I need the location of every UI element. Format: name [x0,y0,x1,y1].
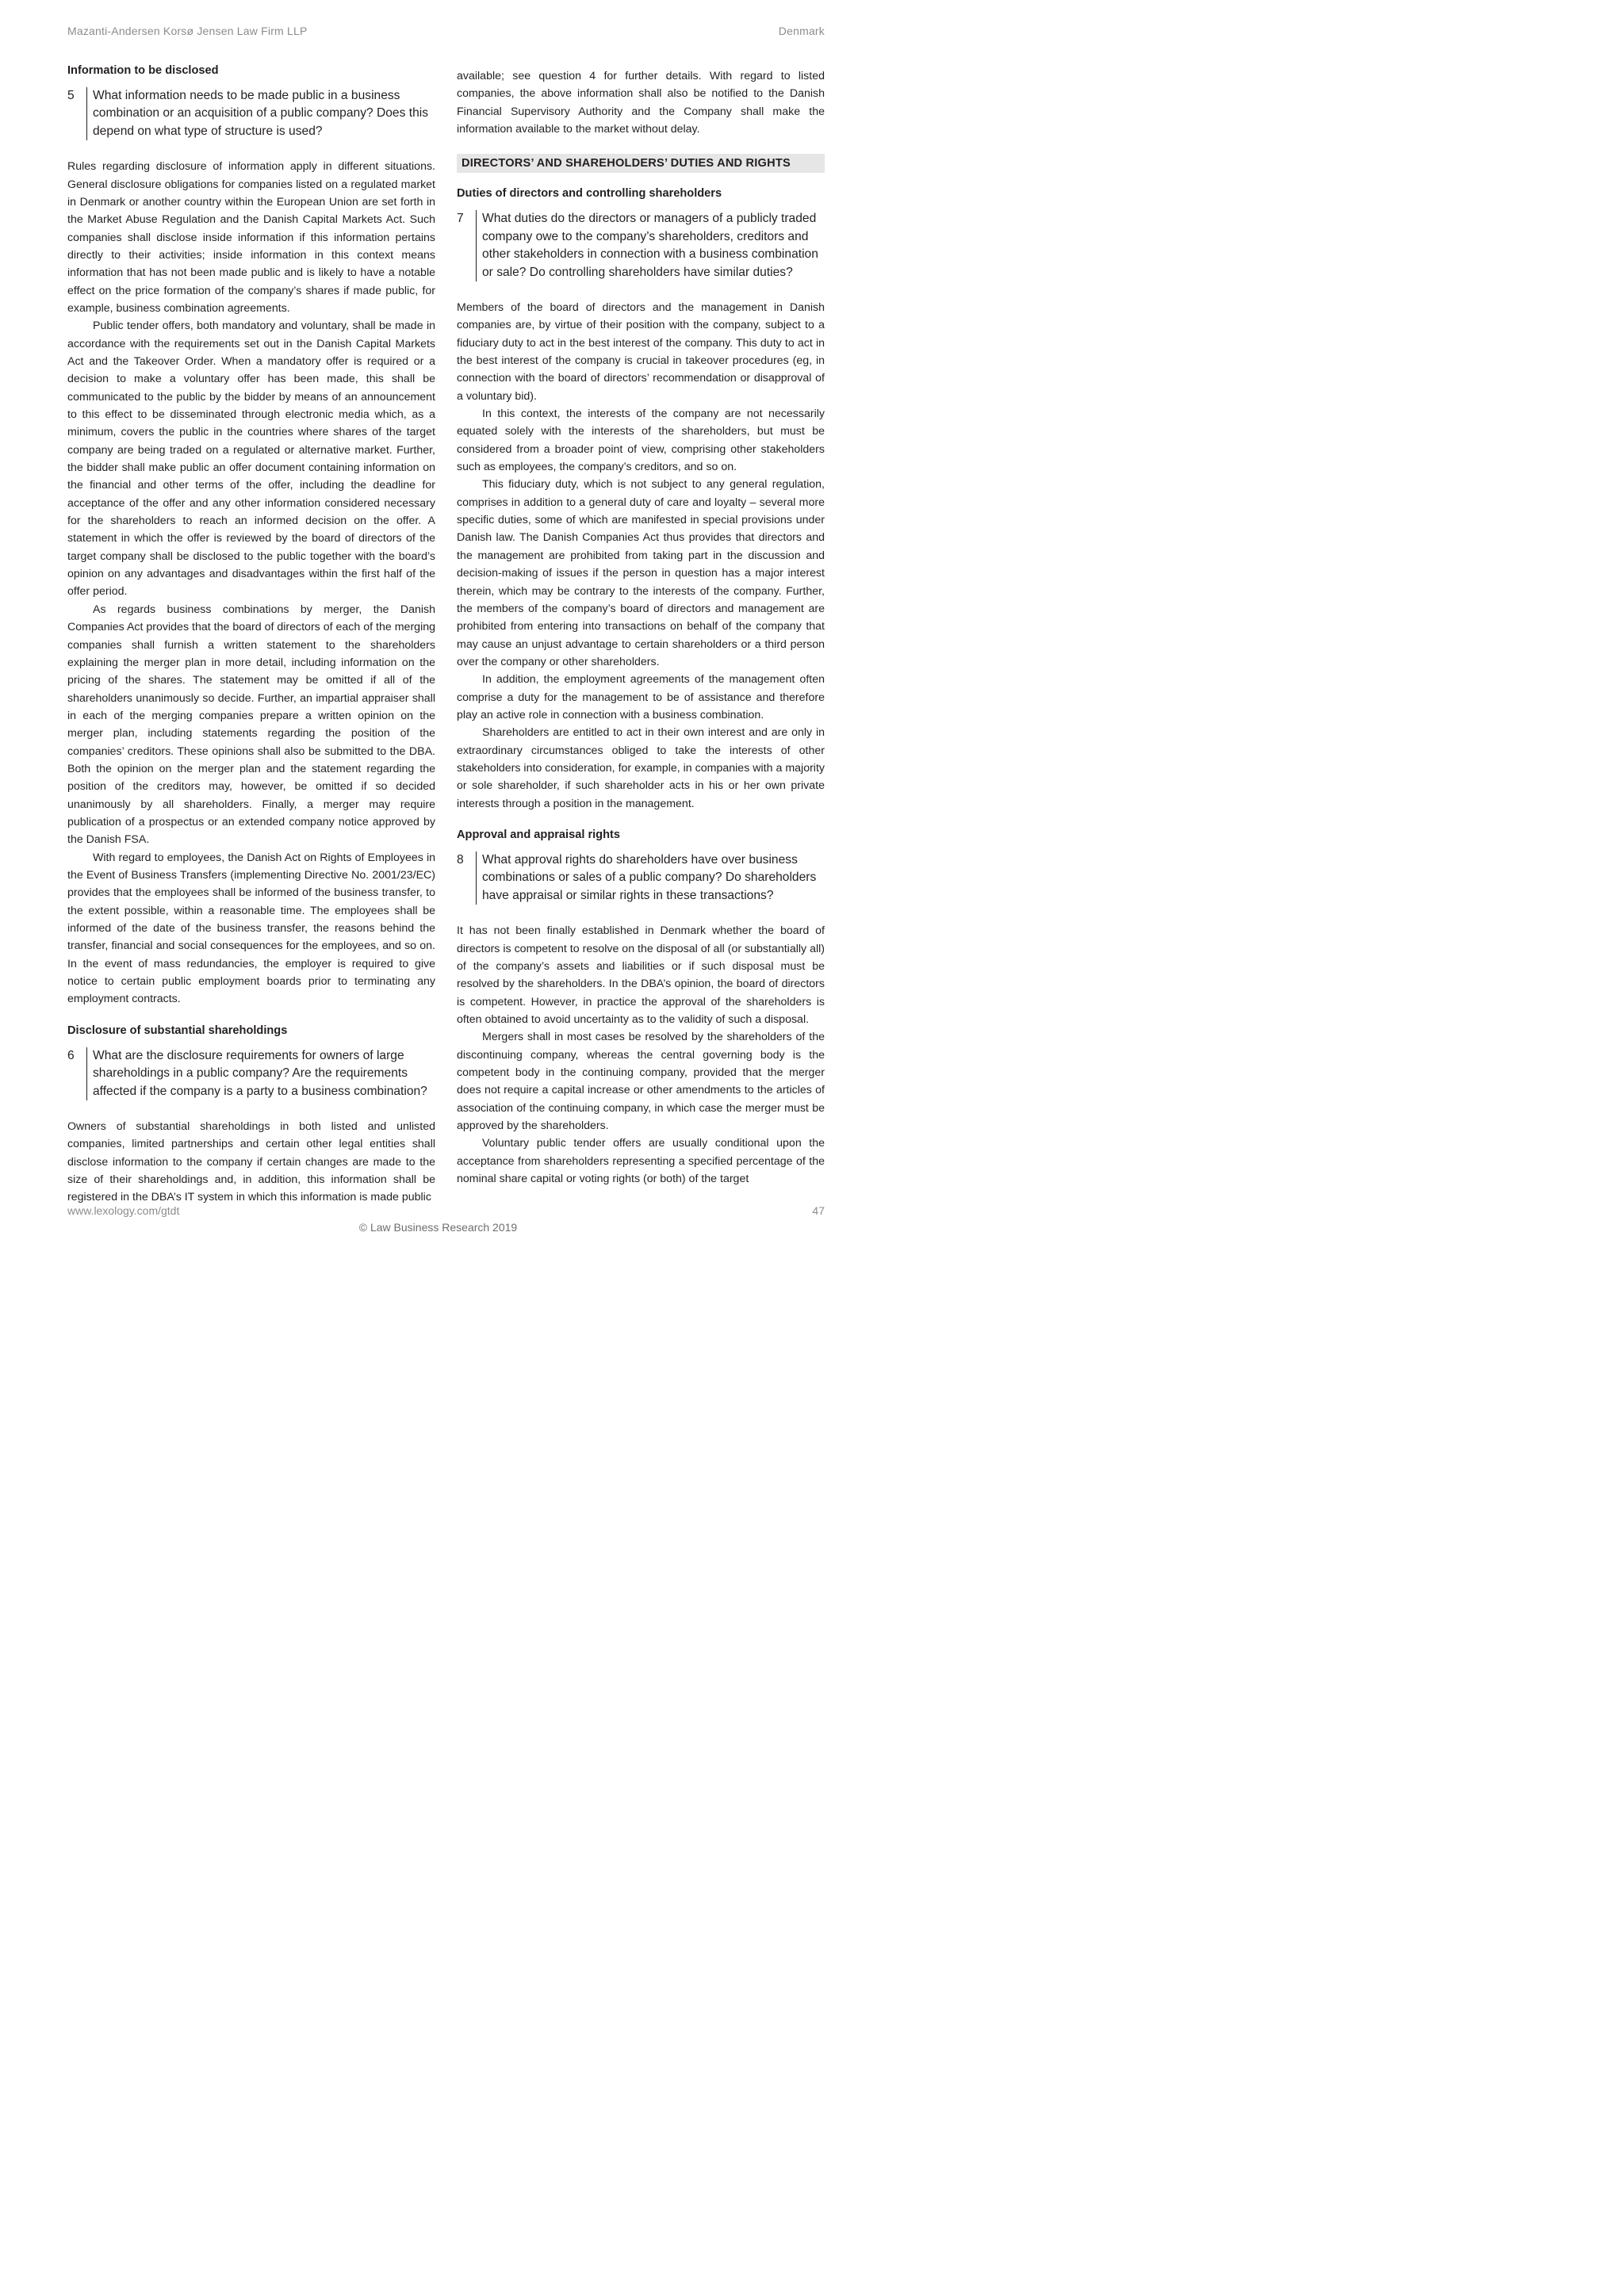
question-text: What information needs to be made public in a business combination or an acquisition of a public company? Does this depend on what type of structure is used? [86,87,435,140]
section-heading: DIRECTORS’ AND SHAREHOLDERS’ DUTIES AND RIGHTS [457,154,825,173]
subheading-approval: Approval and appraisal rights [457,828,620,841]
question-number: 6 [67,1048,75,1062]
question-6 [67,1047,435,1100]
subheading-duties: Duties of directors and controlling shareholders [457,187,722,201]
running-header-country: Denmark [778,25,825,37]
question-number: 5 [67,89,75,102]
question-text: What are the disclosure requirements for owners of large shareholdings in a public company? Are the requirements affected if the company is a party to a business combination? [86,1047,435,1100]
paragraph: Owners of substantial shareholdings in both listed and unlisted companies, limited partnerships and certain other legal entities shall disclose information to the company if certain changes are made to the size of their shareholdings and, in addition, this information shall be registered in the DBA’s IT system in which this information is made public [67,1119,435,1204]
question-number: 7 [457,212,464,226]
question-number: 8 [457,852,464,867]
left-column [67,62,435,1207]
running-header-firm: Mazanti-Andersen Korsø Jensen Law Firm LLP [67,25,308,37]
subheading-information-disclosed: Information to be disclosed [67,64,219,77]
subheading-substantial-shareholdings: Disclosure of substantial shareholdings [67,1024,288,1037]
question-8 [457,851,825,905]
question-text: What approval rights do shareholders have over business combinations or sales of a public company? Do shareholders have appraisal or similar rights in these transactions? [476,851,825,905]
page-number: 47 [812,1204,825,1217]
paragraph: This fiduciary duty, which is not subject to any general regulation, comprises in addition to a general duty of care and loyalty – several more specific duties, some of which are manifested in special provisions under Danish law. The Danish Companies Act thus provides that directors and the management are prohibited from taking part in the discussion and decision-making of issues if the person in question has a major interest therein, which may be contrary to the interests of the company. Further, the members of the company’s board of directors and management are prohibited from entering into transactions on behalf of the company that may cause an unjust advantage to certain shareholders or a third person over the company or other shareholders. [457,478,825,668]
paragraph: In addition, the employment agreements of the management often comprise a duty for the management to be of assistance and therefore play an active role in connection with a business combination. [457,673,825,721]
paragraph: In this context, the interests of the company are not necessarily equated solely with the interests of the shareholders, but must be considered from a broader point of view, comprising other stakeholders such as employees, the company’s creditors, and so on. [457,408,825,474]
paragraph: Members of the board of directors and the management in Danish companies are, by virtue of their position with the company, subject to a fiduciary duty to act in the best interest of the company. This duty to act in the best interest of the company is crucial in takeover procedures (eg, in connection with the board of directors’ recommendation or disapproval of a voluntary bid). [457,301,825,403]
paragraph: With regard to employees, the Danish Act on Rights of Employees in the Event of Business Transfers (implementing Directive No. 2001/23/EC) provides that the employees shall be informed of the business transfer, to the extent possible, within a reasonable time. The employees shall be informed of the date of the business transfer, the reasons behind the transfer, financial and social consequences for the employees, and so on. In the event of mass redundancies, the employer is required to give notice to certain public employment boards prior to terminating any employment contracts. [67,851,435,1006]
question-7 [457,210,825,281]
paragraph-continued: available; see question 4 for further details. With regard to listed companies, the above information shall also be notified to the Danish Financial Supervisory Authority and the Company shall make the information available to the market without delay. [457,70,825,136]
footer-url[interactable]: www.lexology.com/gtdt [67,1204,180,1217]
paragraph: Rules regarding disclosure of information apply in different situations. General disclosure obligations for companies listed on a regulated market in Denmark or another country within the European Union are set forth in the Market Abuse Regulation and the Danish Capital Markets Act. Such companies shall disclose inside information if this information pertains directly to their activities; inside information in this context means information that has not been made public and is likely to have a notable effect on the price formation of the company’s shares if made public, for example, business combination agreements. [67,160,435,315]
paragraph: As regards business combinations by merger, the Danish Companies Act provides that the board of directors of each of the merging companies shall furnish a written statement to the shareholders explaining the merger plan in more detail, including information on the pricing of the shares. The statement may be omitted if all of the shareholders unanimously so decide. Further, an impartial appraiser shall in each of the merging companies prepare a written opinion on the merger plan, including statements regarding the position of the companies’ creditors. These opinions shall also be submitted to the DBA. Both the opinion on the merger plan and the statement regarding the position of the creditors may, however, be omitted if so decided unanimously by all shareholders. Finally, a merger may require publication of a prospectus or an extended company notice approved by the Danish FSA. [67,603,435,847]
paragraph: Shareholders are entitled to act in their own interest and are only in extraordinary circumstances obliged to take the interests of other stakeholders into consideration, for example, in companies with a majority or sole shareholder, if such shareholder acts in his or her own private interests through a position in the management. [457,726,825,810]
right-column [457,62,825,1188]
question-5 [67,87,435,140]
question-text: What duties do the directors or managers of a publicly traded company owe to the company’s shareholders, creditors and other stakeholders in connection with a business combination or sale? Do controlling shareholders have similar duties? [476,210,825,281]
paragraph: Public tender offers, both mandatory and voluntary, shall be made in accordance with the requirements set out in the Danish Capital Markets Act and the Takeover Order. When a mandatory offer is required or a decision to make a voluntary offer has been made, this shall be communicated to the public by the bidder by means of an announcement to this effect to be disseminated through electronic media which, as a minimum, covers the public in the countries where shares of the target company are being traded on a regulated or alternative market. Further, the bidder shall make public an offer document containing information on the financial and other terms of the offer, including the deadline for acceptance of the offer and any other information considered necessary for the shareholders to reach an informed decision on the offer. A statement in which the offer is reviewed by the board of directors of the target company shall be disclosed to the public together with the board’s opinion on any advantages and disadvantages within the first half of the offer period. [67,320,435,599]
paragraph: Mergers shall in most cases be resolved by the shareholders of the discontinuing company, whereas the central governing body is the competent body in the continuing company, provided that the merger does not require a capital increase or other amendments to the articles of association of the continuing company, in which case the merger must be approved by the shareholders. [457,1031,825,1132]
paragraph: Voluntary public tender offers are usually conditional upon the acceptance from shareholders representing a specified percentage of the nominal share capital or voting rights (or both) of the target [457,1137,825,1185]
copyright: © Law Business Research 2019 [358,1221,518,1234]
paragraph: It has not been finally established in Denmark whether the board of directors is competent to resolve on the disposal of all (or substantially all) of the company’s assets and liabilities or if such disposal must be resolved by the shareholders. In the DBA’s opinion, the board of directors is competent. However, in practice the approval of the shareholders is often obtained to avoid uncertainty as to the validity of such a disposal. [457,924,825,1026]
